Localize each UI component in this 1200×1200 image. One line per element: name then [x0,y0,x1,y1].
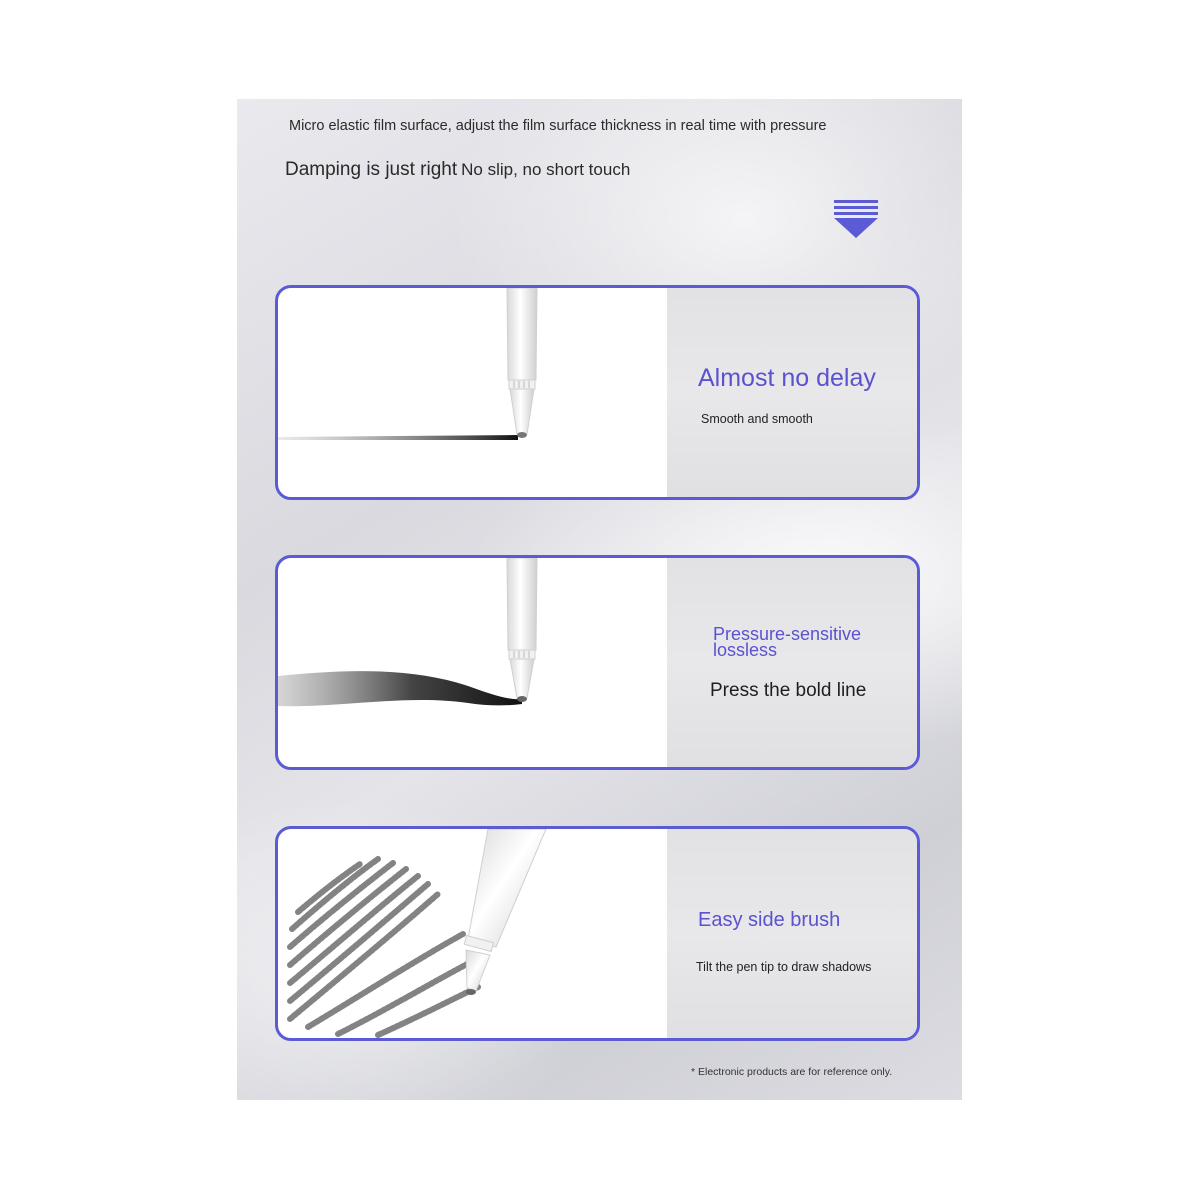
feature-subtitle: Smooth and smooth [701,412,813,426]
headline-sub: No slip, no short touch [461,160,631,179]
feature-title [713,626,861,658]
feature-text-panel [667,558,917,767]
feature-title-line-2: lossless [713,640,778,660]
triangle-down-stripes-icon [834,200,878,240]
feature-title-line-1: Pressure-sensitive [713,624,862,644]
product-poster [237,99,962,1100]
feature-subtitle: Press the bold line [710,680,867,701]
feature-card-side-brush [275,826,920,1041]
footnote: * Electronic products are for reference only. [691,1066,893,1078]
feature-text-panel [667,288,917,497]
headline-line-1: Micro elastic film surface, adjust the film surface thickness in real time with pressure [289,118,827,134]
stylus-shading-illustration [278,829,667,1041]
feature-card-pressure [275,555,920,770]
headline-main: Damping is just right [285,159,458,180]
feature-title: Almost no delay [698,364,876,392]
feature-subtitle: Tilt the pen tip to draw shadows [696,960,872,974]
feature-text-panel [667,829,917,1038]
headline-line-2 [285,159,630,181]
feature-card-no-delay [275,285,920,500]
stylus-straight-line-illustration [278,288,667,500]
stylus-bold-line-illustration [278,558,667,770]
feature-title: Easy side brush [698,909,841,931]
